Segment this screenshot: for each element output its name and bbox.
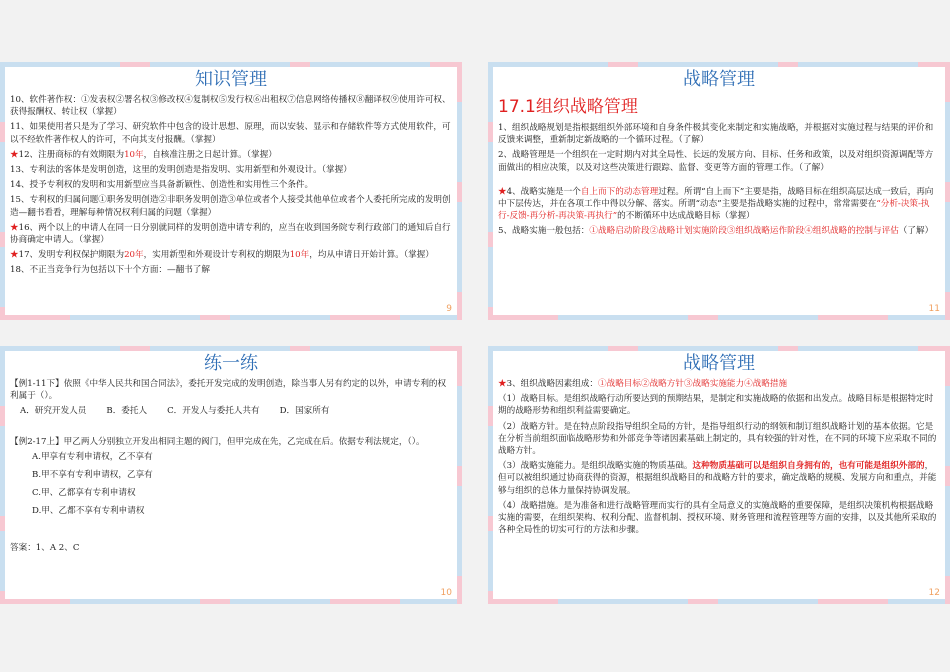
border-stripe [488, 62, 950, 67]
slide-title: 练一练 [204, 353, 258, 374]
point-3: ★3、组织战略因素组成：①战略目标②战略方针③战略实施能力④战略措施 [498, 379, 788, 389]
slide-strategy-management-2 [488, 346, 950, 604]
star-icon: ★ [498, 379, 507, 389]
border-stripe [488, 346, 950, 351]
item-16: ★16、两个以上的申请人在同一日分别就同样的发明创造申请专利的，应当在收到国务院专利行政部门的通知后自行协商确定申请人。（掌握） [10, 222, 451, 246]
border-stripe [0, 62, 5, 320]
border-stripe [945, 62, 950, 320]
star-icon: ★ [10, 149, 19, 160]
option: D.甲、乙都不享有专利申请权 [32, 506, 145, 517]
star-icon: ★ [10, 250, 19, 261]
section-heading: 17.1组织战略管理 [498, 97, 638, 117]
question-1-options [10, 405, 452, 417]
border-stripe [488, 346, 493, 604]
border-stripe [457, 62, 462, 320]
border-stripe [0, 346, 5, 604]
border-stripe [0, 599, 462, 604]
item-18: 18、不正当竞争行为包括以下十个方面：—翻书了解 [10, 265, 210, 276]
border-stripe [945, 346, 950, 604]
point-2: 2、战略管理是一个组织在一定时期内对其全局性、长远的发展方向、目标、任务和政策，以及对组织资源调配等方面做出的相应决策，以及对这些决策进行跟踪、监督、变更等方面的管理工作。（了解） [498, 150, 934, 173]
item-15: 15、专利权的归属问题①职务发明创造②非职务发明创造③单位或者个人接受其他单位或者个人委托所完成的发明创造—翻书看看，理解每种情况权利归属的问题（掌握） [10, 195, 451, 218]
item-14: 14、授予专利权的发明和实用新型应当具备新颖性、创造性和实用性三个条件。 [10, 180, 314, 191]
item-13: 13、专利法的客体是发明创造，这里的发明创造是指发明、实用新型和外观设计。（掌握） [10, 165, 352, 176]
item-10: 10、软件著作权：①发表权②署名权③修改权④复制权⑤发行权⑥出租权⑦信息网络传播权⑧翻译权⑨使用许可权、获得报酬权、转让权（掌握） [10, 95, 451, 118]
item-12: ★12、注册商标的有效期限为10年，自核准注册之日起计算。（掌握） [10, 149, 277, 160]
option: C.甲、乙都享有专利申请权 [32, 488, 136, 499]
item-11: 11、如果使用者只是为了学习、研究软件中包含的设计思想、原理，而以安装、显示和存储软件等方式使用软件，可以不经软件著作权人的许可，不向其支付报酬。（掌握） [10, 122, 451, 145]
option: A．研究开发人员 [20, 406, 87, 417]
option: D．国家所有 [279, 406, 330, 417]
border-stripe [488, 315, 950, 320]
option: B.甲不享有专利申请权，乙享有 [32, 470, 153, 481]
point-5: 5、战略实施一般包括：①战略启动阶段②战略计划实施阶段③组织战略运作阶段④组织战略的控制与评估（了解） [498, 226, 934, 237]
border-stripe [0, 315, 462, 320]
factor-3: （3）战略实施能力。是组织战略实施的物质基础。这种物质基础可以是组织自身拥有的，也有可能是组织外部的，但可以被组织通过协商获得的资源，根据组织战略目的和战略方针的要求，确定战略的规模、发展方向和重点，并能够与组织的总体力量保持协调发展。 [498, 461, 937, 496]
page-number: 11 [928, 304, 940, 314]
slide-title: 战略管理 [683, 353, 755, 374]
option: A.甲享有专利申请权，乙不享有 [32, 451, 153, 462]
option: C．开发人与委托人共有 [167, 406, 260, 417]
factor-1: （1）战略目标。是组织战略行动所要达到的预期结果，是制定和实施战略的依据和出发点。战略目标是根据特定时期的战略形势和组织利益需要确定。 [498, 394, 934, 417]
factor-4: （4）战略措施。是为准备和进行战略管理而实行的具有全局意义的实施战略的重要保障，是组织决策机构根据战略实施的需要，在组织架构、权利分配、监督机制、授权环境、财务管理和流程管理等方面的安排，以及其他所采取的各种全局性的切实可行的方法和步骤。 [498, 500, 937, 536]
border-stripe [0, 346, 462, 351]
page-number: 10 [440, 588, 452, 598]
border-stripe [488, 599, 950, 604]
point-1: 1、组织战略规划是指根据组织外部环境和自身条件极其变化来制定和实施战略，并根据对实施过程与结果的评价和反馈来调整，重新制定新战略的一个循环过程。（了解） [498, 123, 934, 146]
item-17: ★17、发明专利权保护期限为20年，实用新型和外观设计专利权的期限为10年，均从申请日开始计算。（掌握） [10, 250, 434, 261]
slide-strategy-management-1 [488, 62, 950, 320]
star-icon: ★ [10, 222, 19, 233]
page-number: 12 [928, 588, 940, 598]
slide-title: 战略管理 [683, 69, 755, 90]
star-icon: ★ [498, 186, 507, 197]
slide-content [498, 378, 940, 539]
slide-knowledge-management [0, 62, 462, 320]
question-2-options [10, 451, 452, 518]
slide-content [10, 94, 452, 280]
page-number: 9 [446, 304, 452, 314]
border-stripe [0, 62, 462, 67]
border-stripe [457, 346, 462, 604]
slide-content [10, 378, 452, 557]
question-2: 【例2-17上】甲乙两人分别独立开发出相同主题的阀门，但甲完成在先，乙完成在后。依据专利法规定，（）。 [10, 436, 425, 447]
option: B．委托人 [106, 406, 148, 417]
border-stripe [488, 62, 493, 320]
slide-practice [0, 346, 462, 604]
factor-2: （2）战略方针。是在特点阶段指导组织全局的方针，是指导组织行动的纲领和制订组织战略计划的基本依据。它是在分析当前组织面临战略形势和外部竞争等诸因素基础上制定的，具有较强的针对性，在不同的环境下应采取不同的战略方针。 [498, 421, 937, 457]
question-1: 【例1-11下】依照《中华人民共和国合同法》，委托开发完成的发明创造，除当事人另有约定的以外，申请专利的权利属于（）。 [10, 379, 447, 402]
slide-title: 知识管理 [195, 69, 267, 90]
point-4: ★4、战略实施是一个自上而下的动态管理过程。所谓“自上而下”主要是指，战略目标在组织高层达成一致后，再向中下层传达，并在各项工作中得以分解、落实。所谓“动态”主要是指战略实施的过程中，常常需要在“分析-决策-执行-反馈-再分析-再决策-再执行”的不断循环中达成战略目标（掌握） [498, 186, 934, 222]
slide-content [498, 94, 940, 241]
answer: 答案：1、A 2、C [10, 542, 80, 553]
